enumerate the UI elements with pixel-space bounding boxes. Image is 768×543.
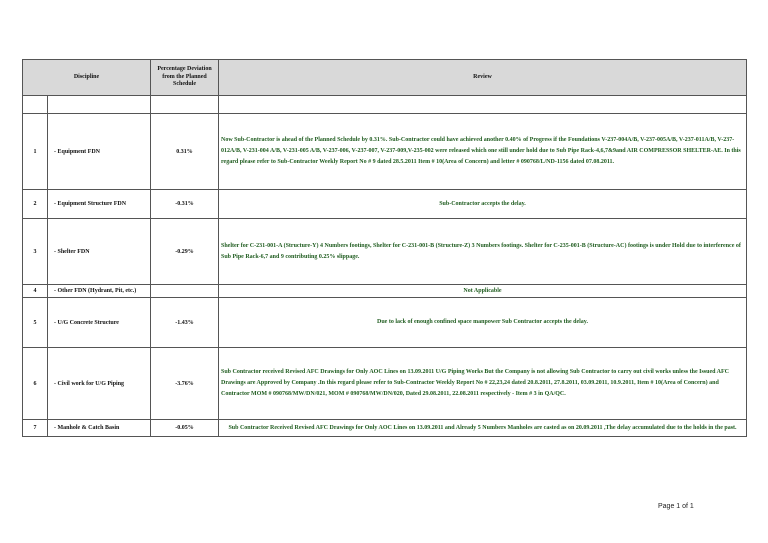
header-review: Review <box>219 60 747 96</box>
table-row <box>23 190 747 219</box>
row-percentage: 0.31% <box>151 114 219 190</box>
row-number: 4 <box>23 285 48 298</box>
row-discipline: - U/G Concrete Structure <box>48 298 151 348</box>
empty-cell <box>219 96 747 114</box>
row-number: 7 <box>23 420 48 437</box>
header-percentage: Percentage Deviation from the Planned Schedule <box>151 60 219 96</box>
row-percentage: -3.76% <box>151 348 219 420</box>
row-percentage: -0.05% <box>151 420 219 437</box>
row-percentage: -0.29% <box>151 219 219 285</box>
row-number: 5 <box>23 298 48 348</box>
row-review: Due to lack of enough confined space manpower Sub Contractor accepts the delay. <box>219 298 747 348</box>
empty-cell <box>23 96 48 114</box>
row-discipline: - Shelter FDN <box>48 219 151 285</box>
table-row <box>23 285 747 298</box>
row-percentage: -0.31% <box>151 190 219 219</box>
table-row <box>23 420 747 437</box>
row-number: 1 <box>23 114 48 190</box>
row-review: Shelter for C-231-001-A (Structure-Y) 4 Numbers footings, Shelter for C-231-001-B (Structure-Z) 3 Numbers footings. Shelter for C-235-001-B (Structure-AC) footings is under Hold due to interference of Sub Pipe Rack-6,7 and 9 contributing 0.25% slippage. <box>219 219 747 285</box>
page-number: Page 1 of 1 <box>658 503 694 510</box>
row-number: 6 <box>23 348 48 420</box>
row-percentage <box>151 285 219 298</box>
row-review: Now Sub-Contractor is ahead of the Planned Schedule by 0.31%. Sub-Contractor could have achieved another 0.40% of Progress if the Foundations V-237-004A/B, V-237-005A/B, V-237-011A/B, V-237-012A/B, V-231-004 A/B, V-231-005 A/B, V-237-006, V-237-007, V-237-009,V-235-002 were released which one still under hold due to Sub Pipe Rack-4,6,7&9and AIR COMPRESSOR SHELTER-AE. In this regard please refer to Sub-Contractor Weekly Report No # 9 dated 28.5.2011 Item # 10(Area of Concern) and letter # 090768/L/ND-1156 dated 07.08.2011. <box>219 114 747 190</box>
row-review: Sub Contractor received Revised AFC Drawings for Only AOC Lines on 13.09.2011 U/G Piping Works But the Company is not allowing Sub Contractor to carry out civil works unless the Issued AFC Drawings are Approved by Company .In this regard please refer to Sub-Contractor Weekly Report No # 22,23,24 dated 20.8.2011, 27.8.2011, 03.09.2011, 10.9.2011, Item # 10(Area of Concern) and Contractor MOM # 090768/MW/DN/021, MOM # 090768/MW/DN/020, Dated 29.08.2011, 22.08.2011 respectively - Item # 3 in QA/QC. <box>219 348 747 420</box>
deviation-review-table <box>22 59 747 437</box>
row-review: Sub Contractor Received Revised AFC Drawings for Only AOC Lines on 13.09.2011 and Already 5 Numbers Manholes are casted as on 20.09.2011 ,The delay accumulated due to the holds in the past. <box>219 420 747 437</box>
table-row <box>23 114 747 190</box>
row-number: 3 <box>23 219 48 285</box>
empty-cell <box>151 96 219 114</box>
row-number: 2 <box>23 190 48 219</box>
table-row <box>23 298 747 348</box>
header-discipline: Discipline <box>23 60 151 96</box>
row-discipline: - Manhole & Catch Basin <box>48 420 151 437</box>
table-header-row <box>23 60 747 96</box>
empty-cell <box>48 96 151 114</box>
table-row-empty <box>23 96 747 114</box>
table-row <box>23 219 747 285</box>
row-review: Not Applicable <box>219 285 747 298</box>
row-review: Sub-Contractor accepts the delay. <box>219 190 747 219</box>
row-discipline: - Equipment FDN <box>48 114 151 190</box>
row-discipline: - Other FDN (Hydrant, Pit, etc.) <box>48 285 151 298</box>
table-row <box>23 348 747 420</box>
row-discipline: - Civil work for U/G Piping <box>48 348 151 420</box>
row-discipline: - Equipment Structure FDN <box>48 190 151 219</box>
row-percentage: -1.43% <box>151 298 219 348</box>
